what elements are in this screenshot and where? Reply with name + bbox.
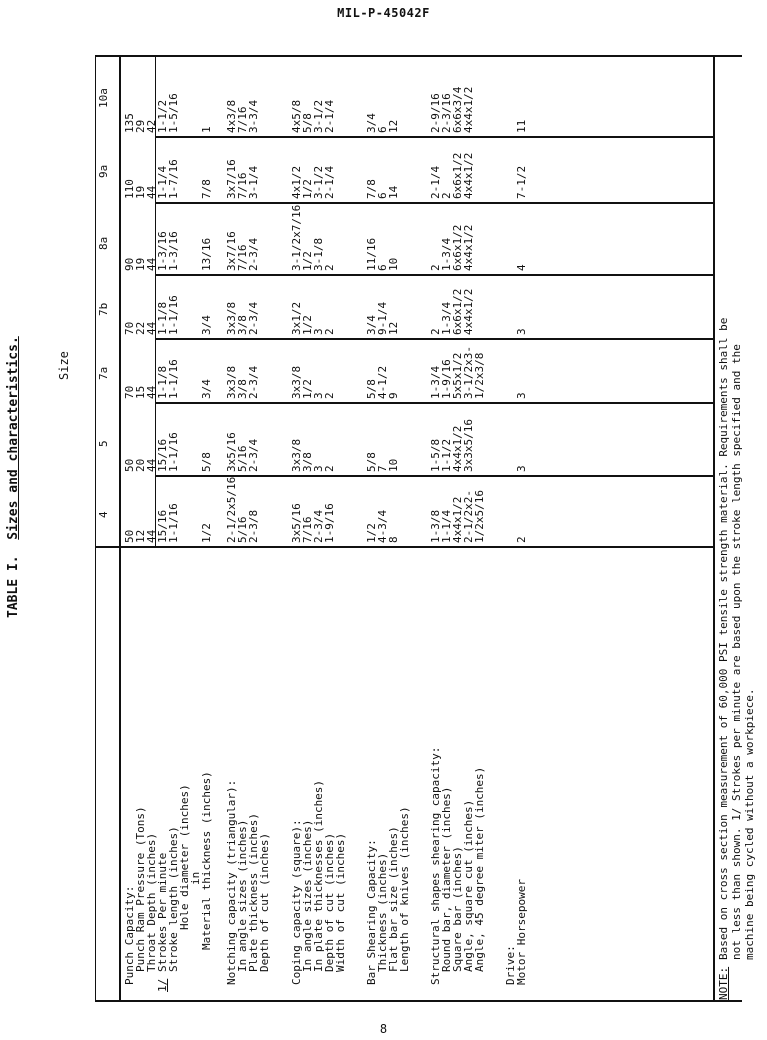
table-cell: 3/4 6 12 [365,113,400,133]
table-cell: 3 [515,465,528,472]
table-cell: 1-5/8 1-1/2 4x4x1/2 3x3x5/16 [429,419,475,472]
row-label: Coping capacity (square): [290,819,303,985]
size-label: 10a [97,88,110,108]
table-cell: 2 1-3/4 6x6x1/2 4x4x1/2 [429,224,475,271]
document-id: MIL-P-45042F [337,6,430,20]
row-label: Plate thickness (inches) [247,813,260,972]
size-label: 4 [97,511,110,518]
table-cell: 5/8 7 10 [365,452,400,472]
table-cell: 2-1/4 2 6x6x1/2 4x4x1/2 [429,152,475,199]
table-cell: 3 [515,392,528,399]
table-cell: 3x3/8 1/2 3 2 [290,365,336,399]
page-number: 8 [379,1022,388,1036]
row-label: Depth of cut (inches) [258,832,271,972]
table-cell: 7/8 [200,179,213,199]
size-label: 9a [97,164,110,178]
table-cell: 5/8 [200,452,213,472]
row-label: Depth of cut (inches) [323,832,336,972]
table-cell: 3 [515,328,528,335]
table-cell: 3x3/8 3/8 3 2 [290,438,336,472]
row-label: Punch Capacity: [123,885,136,985]
row-label: In angle sizes (inches) [301,819,314,972]
row-label: In angle sizes (inches) [236,819,249,972]
size-label: 7b [97,302,110,316]
table-cell: 3x5/16 5/16 2-3/4 [225,432,260,472]
row-label: Thickness (inches) [376,852,389,972]
row-label: Material thickness (inches) [200,771,213,950]
table-cell: 135 29 42 1-1/2 1-5/16 [123,93,180,133]
row-label: Drive: [504,945,517,985]
table-cell: 1 [200,126,213,133]
table-cell: 70 22 44 1-1/8 1-1/16 [123,295,180,335]
row-label: in [189,871,202,885]
table-cell: 13/16 [200,237,213,271]
table-cell: 5/8 4-1/2 9 [365,365,400,399]
row-label: Length of knives (inches) [398,806,411,972]
table-cell: 3/4 [200,315,213,335]
table-cell: 1-3/4 1-9/16 5x5x1/2 3-1/2x3- 1/2x3/8 [429,346,486,399]
row-label: Width of cut (inches) [334,832,347,972]
table-cell: 1/2 4-3/4 8 [365,509,400,543]
table-cell: 4 [515,264,528,271]
footnote-marker: 1/ [156,978,169,992]
size-header: Size [57,351,71,380]
table-cell: 4x5/8 5/8 3-1/2 2-1/4 [290,99,336,133]
table-cell: 1/2 [200,523,213,543]
table-cell: 2 1-3/4 6x6x1/2 4x4x1/2 [429,288,475,335]
table-cell: 2-9/16 2-3/16 6x6x3/4 4x4x1/2 [429,86,475,133]
table-cell: 3x5/16 7/16 2-3/4 1-9/16 [290,503,336,543]
table-cell: 11/16 6 10 [365,237,400,271]
table-cell: 3x3/8 3/8 2-3/4 [225,301,260,335]
table-cell: 70 15 44 1-1/8 1-1/16 [123,359,180,399]
table-cell: 2 [515,536,528,543]
row-label: In plate thicknesses (inches) [312,779,325,972]
row-label: Bar Shearing Capacity: [365,839,378,985]
row-label: Strokes Per minute [156,852,169,972]
row-label: Flat bar size (inches) [387,826,400,972]
size-label: 7a [97,366,110,380]
table-cell: 3x7/16 7/16 2-3/4 [225,231,260,271]
row-label: Motor Horsepower [515,879,528,985]
table-cell: 11 [515,119,528,133]
table-cell: 3x3/8 3/8 2-3/4 [225,365,260,399]
row-label: Punch Ram Pressure (Tons) [134,806,147,972]
row-label: Angle, 45 degree miter (inches) [473,766,486,972]
size-label: 8a [97,236,110,250]
table-cell: 3x7/16 7/16 3-1/4 [225,159,260,199]
table-title: TABLE I. Sizes and characteristics. [6,336,21,618]
table-cell: 90 19 44 1-3/16 1-3/16 [123,231,180,271]
table-cell: 3x1/2 1/2 3 2 [290,301,336,335]
table-cell: 2-1/2x5/16 5/16 2-3/8 [225,476,260,543]
row-label: Hole diameter (inches) [178,784,191,930]
size-label: 5 [97,440,110,447]
table-cell: 50 12 44 15/16 1-1/16 [123,503,180,543]
table-cell: 1-3/8 1-1/4 4x4x1/2 2-1/2x2- 1/2x5/16 [429,490,486,543]
row-label: Structural shapes shearing capacity: [429,746,442,985]
table-cell: 4x1/2 1/2 3-1/2 2-1/4 [290,165,336,199]
row-label: Throat Depth (inches) [145,832,158,972]
table-cell: 3/4 [200,379,213,399]
row-label: Stroke length (inches) [167,826,180,972]
table-cell: 110 19 44 1-1/4 1-7/16 [123,159,180,199]
row-label: Angle, square cut (inches) [462,799,475,972]
row-label: Square bar (inches) [451,846,464,972]
table-cell: 7/8 6 14 [365,179,400,199]
table-cell: 7-1/2 [515,165,528,199]
table-cell: 3-1/2x7/16 1/2 3-1/8 2 [290,204,336,271]
table-cell: 4x3/8 7/16 3-3/4 [225,99,260,133]
row-label: Round bar, diameter (inches) [440,786,453,972]
table-cell: 50 20 44 15/16 1-1/16 [123,432,180,472]
table-cell: 3/4 9-1/4 12 [365,301,400,335]
row-label: Notching capacity (triangular): [225,779,238,985]
